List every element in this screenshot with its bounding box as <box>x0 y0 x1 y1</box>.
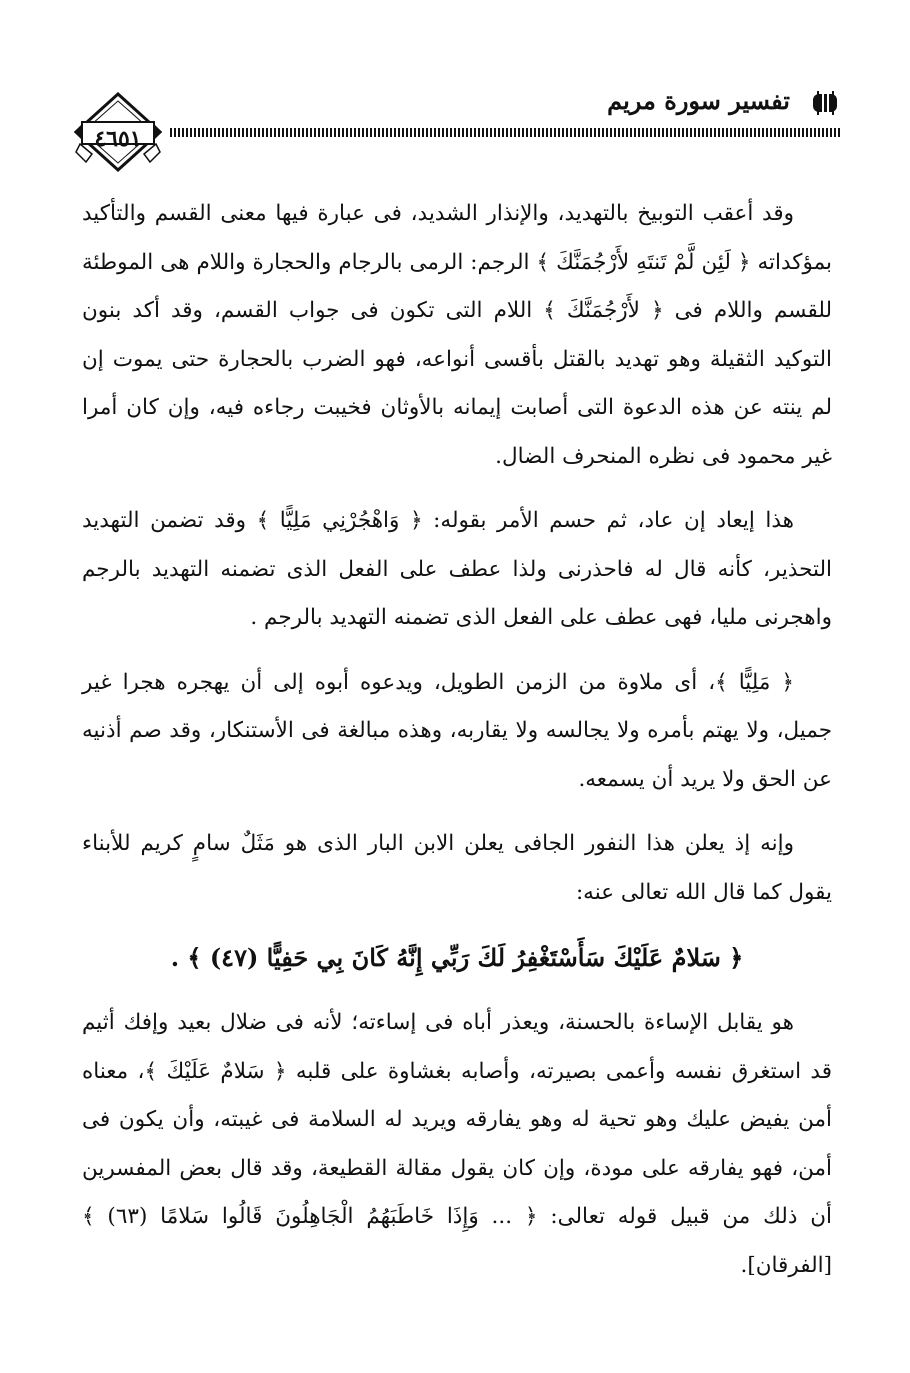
paragraph: هذا إيعاد إن عاد، ثم حسم الأمر بقوله: ﴿ وَاهْجُرْنِي مَلِيًّا ﴾ وقد تضمن التهديد التحذير، كأنه قال له فاحذرنى ولذا عطف على الفعل الذى تضمنه التهديد بالرجم واهجرنى مليا، فهى عطف على الفعل الذى تضمنه التهديد بالرجم . <box>82 508 832 630</box>
paragraph: ﴿ مَلِيًّا ﴾، أى ملاوة من الزمن الطويل، ويدعوه أبوه إلى أن يهجره هجرا غير جميل، ولا يهتم بأمره ولا يجالسه ولا يقاربه، وهذه مبالغة فى الأستنكار، وقد صم أذنيه عن الحق ولا يريد أن يسمعه. <box>82 669 832 792</box>
running-title: تفسير سورة مريم <box>607 86 790 115</box>
quran-verse: ﴿ سَلامٌ عَلَيْكَ سَأَسْتَغْفِرُ لَكَ رَبِّي إِنَّهُ كَانَ بِي حَفِيًّا (٤٧) ﴾ . <box>170 943 744 972</box>
paragraph: وقد أعقب التوبيخ بالتهديد، والإنذار الشديد، فى عبارة فيها معنى القسم والتأكيد بمؤكداته ﴿ لَئِن لَّمْ تَنتَهِ لأَرْجُمَنَّكَ ﴾ الرجم: الرمى بالرجام والحجارة واللام هى الموطئة للقسم واللام فى ﴿ لأَرْجُمَنَّكَ ﴾ اللام التى تكون فى جواب القسم، وقد أكد بنون التوكيد الثقيلة وهو تهديد بالقتل بأقسى أنواعه، فهو الضرب بالحجارة حتى يموت إن لم ينته عن هذه الدعوة التى أصابت إيمانه بالأوثان فخيبت رجاءه فيه، وإن كان أمرا غير محمود فى نظره المنحرف الضال. <box>82 201 832 469</box>
paragraph: وإنه إذ يعلن هذا النفور الجافى يعلن الابن البار الذى هو مَثَلٌ سامٍ كريم للأبناء يقول كما قال الله تعالى عنه: <box>82 831 832 905</box>
ornament-icon <box>810 88 840 118</box>
header-rule <box>170 128 840 137</box>
page-body <box>82 190 832 1306</box>
page-number: ٤٦٥١ <box>94 126 142 152</box>
page-header <box>70 78 840 178</box>
page-number-badge <box>70 92 166 176</box>
paragraph: هو يقابل الإساءة بالحسنة، ويعذر أباه فى إساءته؛ لأنه فى ضلال بعيد وإفك أثيم قد استغرق نفسه وأعمى بصيرته، وأصابه بغشاوة على قلبه ﴿ سَلامٌ عَلَيْكَ ﴾، معناه أمن يفيض عليك وهو تحية له وهو يفارقه ويريد له السلامة فى غيبته، وأن يكون فى أمن، فهو يفارقه على مودة، وإن كان يقول مقالة القطيعة، وقد قال بعض المفسرين أن ذلك من قبيل قوله تعالى: ﴿ ... وَإِذَا خَاطَبَهُمُ الْجَاهِلُونَ قَالُوا سَلامًا (٦٣) ﴾ [الفرقان]. <box>82 1010 832 1278</box>
